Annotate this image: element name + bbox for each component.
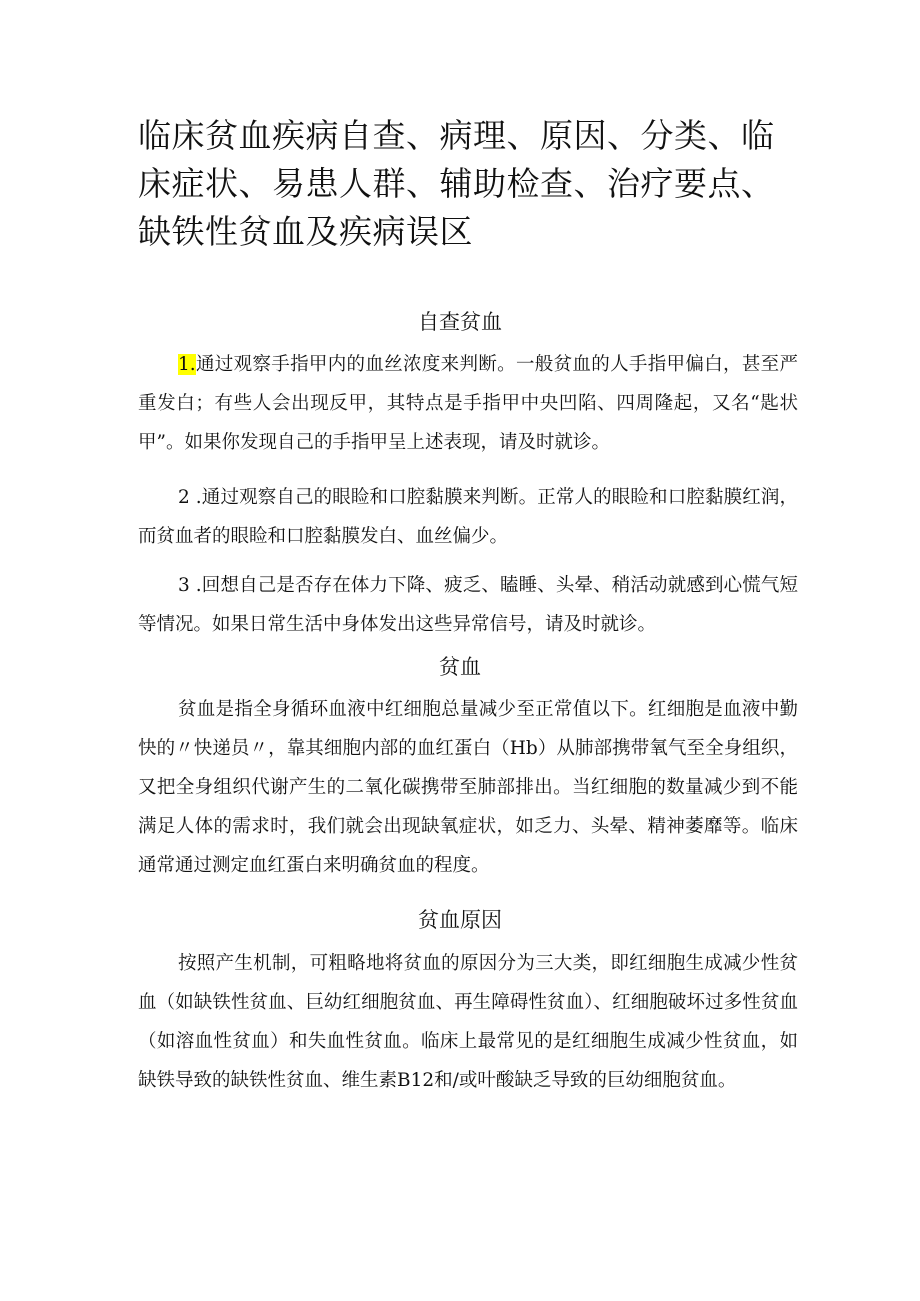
paragraph-self-check-3 bbox=[138, 566, 798, 644]
paragraph-text: .回想自己是否存在体力下降、疲乏、瞌睡、头晕、稍活动就感到心慌气短等情况。如果日常生活中身体发出这些异常信号，请及时就诊。 bbox=[138, 575, 798, 635]
section-heading-anemia: 贫血 bbox=[439, 655, 481, 679]
list-marker: 2 bbox=[178, 487, 190, 508]
highlighted-list-marker: 1. bbox=[178, 354, 196, 375]
paragraph-self-check-2 bbox=[138, 478, 798, 556]
paragraph-self-check-1 bbox=[138, 345, 798, 462]
paragraph-anemia-definition: 贫血是指全身循环血液中红细胞总量减少至正常值以下。红细胞是血液中勤快的〃快递员〃，靠其细胞内部的血红蛋白（Hb）从肺部携带氧气至全身组织，又把全身组织代谢产生的二氧化碳携带至肺部排出。当红细胞的数量减少到不能满足人体的需求时，我们就会出现缺氧症状，如乏力、头晕、精神萎靡等。临床通常通过测定血红蛋白来明确贫血的程度。 bbox=[138, 699, 798, 876]
document-title: 临床贫血疾病自查、病理、原因、分类、临床症状、易患人群、辅助检查、治疗要点、缺铁性贫血及疾病误区 bbox=[138, 116, 775, 251]
paragraph-text: .通过观察自己的眼睑和口腔黏膜来判断。正常人的眼睑和口腔黏膜红润，而贫血者的眼睑和口腔黏膜发白、血丝偏少。 bbox=[138, 487, 798, 547]
section-heading-self-check: 自查贫血 bbox=[418, 310, 502, 334]
section-heading-anemia-causes: 贫血原因 bbox=[418, 908, 502, 932]
paragraph-text: 通过观察手指甲内的血丝浓度来判断。一般贫血的人手指甲偏白，甚至严重发白；有些人会出现反甲，其特点是手指甲中央凹陷、四周隆起，又名“匙状甲”。如果你发现自己的手指甲呈上述表现，请及时就诊。 bbox=[138, 354, 798, 453]
paragraph-anemia-causes: 按照产生机制，可粗略地将贫血的原因分为三大类，即红细胞生成减少性贫血（如缺铁性贫血、巨幼红细胞贫血、再生障碍性贫血）、红细胞破坏过多性贫血（如溶血性贫血）和失血性贫血。临床上最常见的是红细胞生成减少性贫血，如缺铁导致的缺铁性贫血、维生素B12和/或叶酸缺乏导致的巨幼细胞贫血。 bbox=[138, 953, 798, 1091]
list-marker: 3 bbox=[178, 575, 190, 596]
